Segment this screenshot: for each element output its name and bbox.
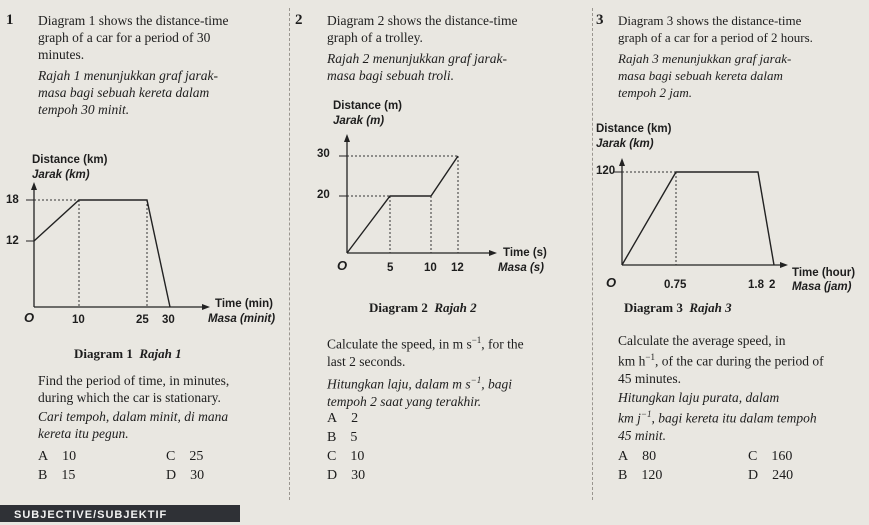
option-b[interactable]: B 120 (618, 468, 663, 483)
x-tick: 30 (162, 314, 175, 326)
origin-label: O (24, 310, 35, 325)
x-tick: 10 (424, 262, 437, 274)
question-intro-ms: Rajah 2 menunjukkan graf jarak- masa bagi sebuah troli. (327, 51, 507, 83)
x-axis-label-ms: Masa (minit) (208, 313, 276, 325)
diagram-caption: Diagram 2 Rajah 2 (369, 300, 477, 315)
x-axis-label-ms: Masa (s) (498, 262, 545, 274)
origin-label: O (606, 275, 617, 290)
question-text-ms: Hitungkan laju purata, dalam km $j^{-1}$, bagi kereta itu dalam tempoh 45 minit. (618, 390, 817, 443)
option-c[interactable]: C 160 (748, 449, 793, 464)
y-tick: 12 (6, 235, 19, 247)
y-axis-label-en: Distance (km) (32, 154, 108, 166)
question-number: 2 (295, 12, 303, 28)
y-axis-label-ms: Jarak (km) (32, 169, 90, 181)
question-text-en: Calculate the average speed, in km $h^{-1}$, of the car during the period of 45 minutes. (618, 333, 824, 386)
x-tick: 1.8 (748, 279, 764, 291)
y-tick: 20 (317, 189, 330, 201)
question-intro-en: Diagram 1 shows the distance-time graph of a car for a period of 30 minutes. (38, 13, 229, 62)
x-tick: 25 (136, 314, 149, 326)
question-intro-en: Diagram 3 shows the distance-time graph of a car for a period of 2 hours. (618, 13, 813, 45)
column-divider (289, 8, 290, 500)
question-text-en: Find the period of time, in minutes, during which the car is stationary. (38, 373, 230, 405)
y-tick: 120 (596, 165, 616, 177)
y-axis-label-en: Distance (m) (333, 100, 403, 112)
question-text-ms: Hitungkan laju, dalam m $s^{-1}$, bagi tempoh 2 saat yang terakhir. (327, 375, 512, 409)
question-number: 1 (6, 12, 14, 28)
x-tick: 5 (387, 262, 394, 274)
y-axis-label-en: Distance (km) (596, 123, 672, 135)
question-intro-en: Diagram 2 shows the distance-time graph of a trolley. (327, 13, 518, 45)
x-axis-label-ms: Masa (jam) (792, 281, 852, 293)
option-b[interactable]: B 5 (327, 430, 358, 445)
question-number: 3 (596, 12, 604, 28)
y-tick: 18 (6, 194, 19, 206)
section-banner: SUBJECTIVE/SUBJEKTIF (0, 505, 240, 522)
x-tick: 12 (451, 262, 464, 274)
diagram-3-graph (596, 150, 866, 280)
y-axis-label-ms: Jarak (m) (333, 115, 385, 127)
y-tick: 30 (317, 148, 330, 160)
option-a[interactable]: A 80 (618, 449, 657, 464)
question-2 (295, 0, 590, 500)
question-text-ms: Cari tempoh, dalam minit, di mana kereta itu pegun. (38, 409, 229, 441)
origin-label: O (337, 258, 348, 273)
question-3 (596, 0, 866, 500)
column-divider (592, 8, 593, 500)
option-c[interactable]: C 25 (166, 449, 204, 464)
y-axis-label-ms: Jarak (km) (596, 138, 654, 150)
x-tick: 10 (72, 314, 85, 326)
diagram-caption: Diagram 1 Rajah 1 (74, 346, 182, 361)
x-axis-label-en: Time (min) (215, 298, 273, 310)
option-b[interactable]: B 15 (38, 468, 76, 483)
x-tick: 2 (769, 279, 776, 291)
x-axis-label-en: Time (hour) (792, 267, 856, 279)
x-tick: 0.75 (664, 279, 687, 291)
option-a[interactable]: A 10 (38, 449, 77, 464)
option-a[interactable]: A 2 (327, 411, 359, 426)
x-axis-label-en: Time (s) (503, 247, 547, 259)
question-text-en: Calculate the speed, in m $s^{-1}$, for the last 2 seconds. (327, 335, 524, 369)
question-1 (4, 0, 286, 500)
option-d[interactable]: D 30 (327, 468, 366, 483)
question-intro-ms: Rajah 3 menunjukkan graf jarak- masa bagi sebuah kereta dalam tempoh 2 jam. (618, 51, 792, 100)
option-d[interactable]: D 240 (748, 468, 794, 483)
option-c[interactable]: C 10 (327, 449, 365, 464)
option-d[interactable]: D 30 (166, 468, 205, 483)
diagram-caption: Diagram 3 Rajah 3 (624, 300, 732, 315)
question-intro-ms: Rajah 1 menunjukkan graf jarak- masa bagi sebuah kereta dalam tempoh 30 minit. (38, 68, 218, 117)
